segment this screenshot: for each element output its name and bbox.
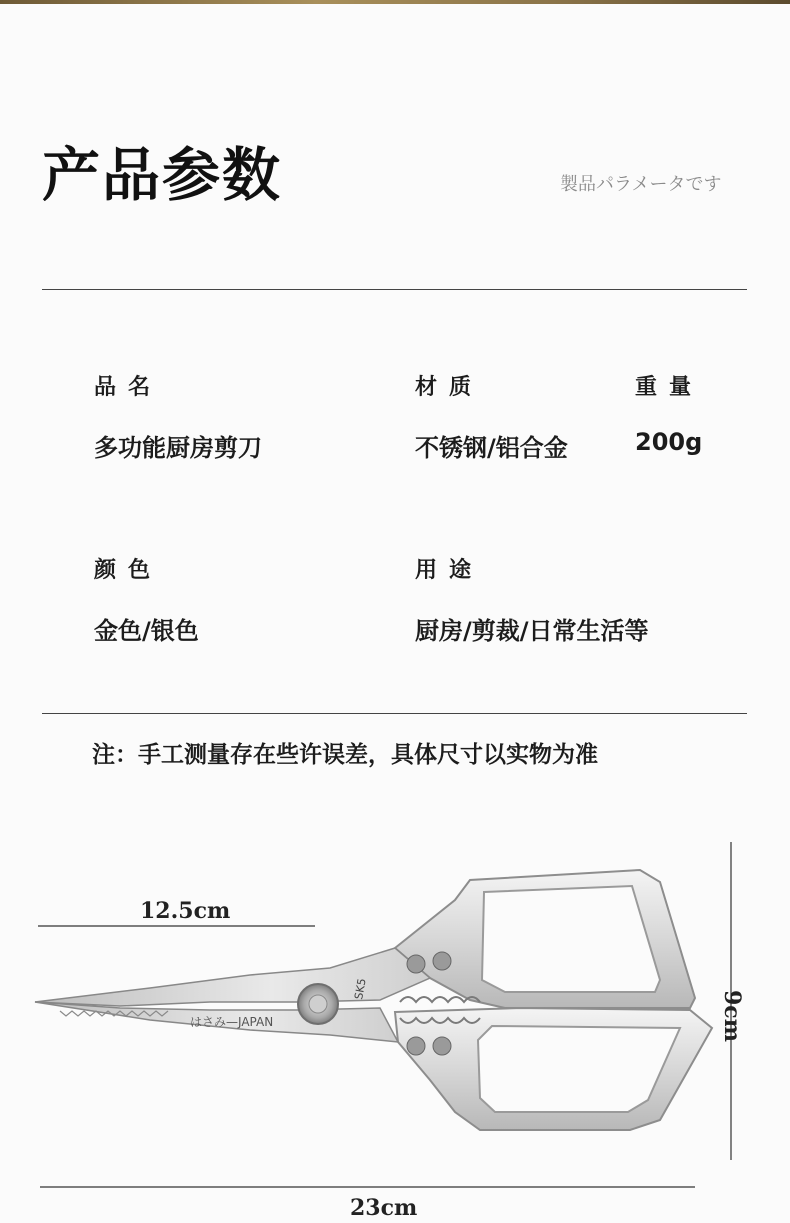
top-divider bbox=[42, 289, 747, 290]
weight-value: 200g bbox=[635, 428, 703, 456]
scissors-diagram bbox=[0, 830, 790, 1223]
material-value: 不锈钢/铝合金 bbox=[415, 434, 568, 462]
engraving-text: はさみ—JAPAN bbox=[190, 1015, 274, 1029]
blade-length-label: 12.5cm bbox=[140, 898, 231, 924]
material-label: 材质 bbox=[415, 375, 484, 400]
color-value: 金色/银色 bbox=[94, 617, 199, 645]
name-value: 多功能厨房剪刀 bbox=[94, 434, 262, 462]
top-gold-strip bbox=[0, 0, 790, 4]
page-subtitle: 製品パラメータです bbox=[560, 174, 722, 195]
usage-label: 用途 bbox=[415, 558, 484, 583]
usage-value: 厨房/剪裁/日常生活等 bbox=[415, 617, 649, 645]
page-title: 产品参数 bbox=[42, 141, 283, 209]
total-length-label: 23cm bbox=[350, 1195, 418, 1221]
measurement-note: 注：手工测量存在些许误差，具体尺寸以实物为准 bbox=[92, 742, 598, 768]
name-label: 品名 bbox=[94, 375, 163, 400]
upper-blade bbox=[35, 948, 430, 1006]
bottom-divider bbox=[42, 713, 747, 714]
height-label: 9cm bbox=[719, 990, 745, 1042]
color-label: 颜色 bbox=[94, 558, 163, 583]
weight-label: 重量 bbox=[635, 375, 704, 400]
steel-grade-text: SK5 bbox=[352, 977, 369, 1001]
